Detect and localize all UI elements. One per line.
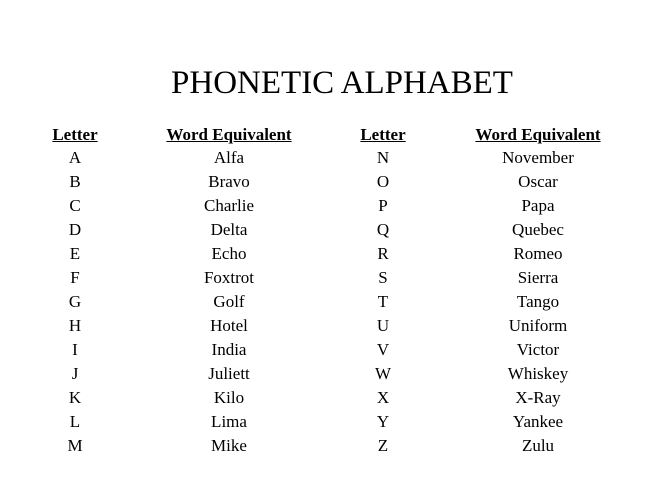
table-row — [0, 364, 659, 388]
cell-word-right: Whiskey — [507, 364, 569, 383]
table-row — [0, 148, 659, 172]
cell-letter-right: Y — [376, 412, 390, 431]
cell-word-left: Alfa — [213, 148, 245, 167]
cell-letter-right: N — [376, 148, 390, 167]
cell-word-left: Hotel — [210, 316, 248, 335]
table-row — [0, 244, 659, 268]
cell-word-right: November — [502, 148, 574, 167]
cell-letter-left: J — [71, 364, 79, 383]
cell-word-right: Uniform — [508, 316, 568, 335]
cell-letter-left: G — [68, 292, 82, 311]
cell-word-left: Delta — [210, 220, 248, 239]
cell-word-right: Yankee — [512, 412, 564, 431]
table-row — [0, 436, 659, 460]
cell-word-left: Juliett — [208, 364, 250, 383]
column-header-word-left: Word Equivalent — [166, 125, 292, 144]
cell-letter-left: H — [68, 316, 82, 335]
cell-word-left: Bravo — [208, 172, 250, 191]
page-title: PHONETIC ALPHABET — [171, 65, 513, 101]
cell-word-right: Sierra — [517, 268, 559, 287]
cell-word-right: Zulu — [521, 436, 555, 455]
cell-letter-left: K — [68, 388, 82, 407]
cell-letter-right: U — [376, 316, 390, 335]
table-row — [0, 172, 659, 196]
cell-word-left: Echo — [211, 244, 247, 263]
cell-word-right: Tango — [516, 292, 560, 311]
cell-letter-right: P — [378, 196, 388, 215]
cell-word-left: Golf — [213, 292, 245, 311]
cell-word-left: Kilo — [213, 388, 245, 407]
cell-word-left: Mike — [211, 436, 247, 455]
cell-letter-right: V — [376, 340, 390, 359]
cell-letter-right: O — [376, 172, 390, 191]
cell-word-left: India — [211, 340, 247, 359]
column-header-letter-right: Letter — [360, 125, 406, 144]
cell-letter-left: A — [68, 148, 82, 167]
cell-letter-right: R — [377, 244, 389, 263]
cell-letter-left: L — [69, 412, 81, 431]
cell-letter-left: B — [69, 172, 81, 191]
table-row — [0, 340, 659, 364]
cell-letter-left: M — [67, 436, 83, 455]
cell-word-right: Romeo — [513, 244, 563, 263]
table-row — [0, 268, 659, 292]
cell-letter-left: E — [69, 244, 81, 263]
cell-letter-right: Q — [376, 220, 390, 239]
table-row — [0, 292, 659, 316]
cell-word-right: Oscar — [518, 172, 558, 191]
cell-word-right: Papa — [521, 196, 555, 215]
cell-letter-right: S — [378, 268, 388, 287]
cell-letter-right: T — [377, 292, 389, 311]
cell-word-left: Lima — [211, 412, 247, 431]
table-row — [0, 412, 659, 436]
cell-letter-right: Z — [377, 436, 389, 455]
cell-word-left: Charlie — [203, 196, 255, 215]
cell-word-right: X-Ray — [515, 388, 561, 407]
cell-letter-left: D — [68, 220, 82, 239]
cell-letter-left: I — [72, 340, 78, 359]
table-row — [0, 316, 659, 340]
cell-letter-left: F — [70, 268, 80, 287]
cell-letter-right: W — [374, 364, 392, 383]
column-header-letter-left: Letter — [52, 125, 98, 144]
table-row — [0, 220, 659, 244]
table-row — [0, 388, 659, 412]
cell-word-left: Foxtrot — [203, 268, 255, 287]
cell-word-right: Victor — [516, 340, 560, 359]
cell-letter-left: C — [69, 196, 81, 215]
table-row — [0, 196, 659, 220]
cell-letter-right: X — [376, 388, 390, 407]
column-header-word-right: Word Equivalent — [475, 125, 601, 144]
cell-word-right: Quebec — [512, 220, 564, 239]
